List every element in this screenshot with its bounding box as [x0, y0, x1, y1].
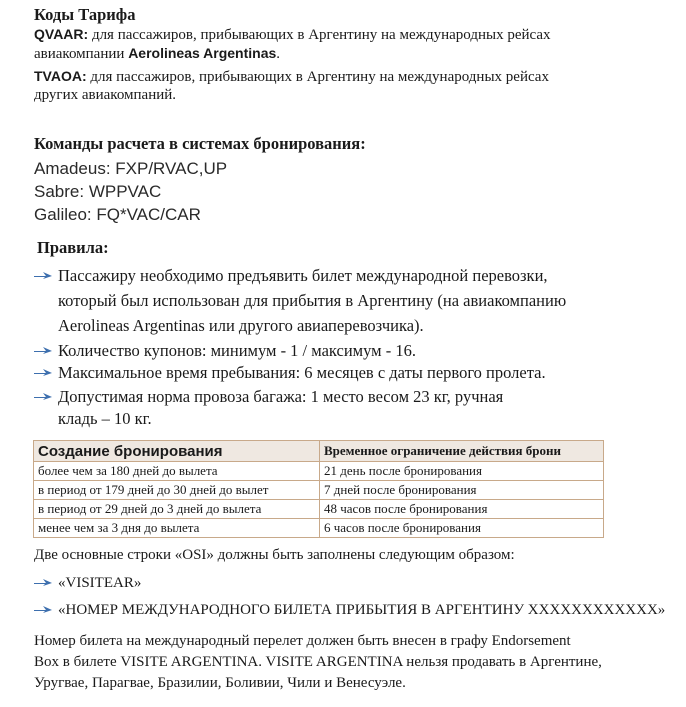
rule-item: Допустимая норма провоза багажа: 1 место весом 23 кг, ручная — [58, 387, 504, 406]
table-cell: 21 день после бронирования — [320, 462, 604, 481]
system-name: Amadeus: — [34, 159, 111, 178]
fare-tvaoa-line1 — [34, 67, 549, 86]
system-command: WPPVAC — [84, 182, 162, 201]
table-row — [34, 462, 604, 481]
fare-tvaoa-line2: других авиакомпаний. — [34, 87, 177, 103]
arrow-bullet-icon — [34, 577, 52, 587]
table-cell: 6 часов после бронирования — [320, 519, 604, 538]
system-sabre — [34, 182, 161, 202]
booking-commands-heading: Команды расчета в системах бронирования: — [34, 134, 366, 153]
table-cell: 7 дней после бронирования — [320, 481, 604, 500]
arrow-bullet-icon — [34, 345, 52, 355]
rule-item: Максимальное время пребывания: 6 месяцев с даты первого пролета. — [58, 363, 546, 382]
fare-qvaar-line1 — [34, 25, 551, 44]
system-command: FQ*VAC/CAR — [91, 205, 201, 224]
system-name: Sabre: — [34, 182, 85, 201]
table-row — [34, 519, 604, 538]
rule-text: Aerolineas Argentinas или другого авиаперевозчика). — [58, 316, 424, 335]
table-cell: 48 часов после бронирования — [320, 500, 604, 519]
airline-name: Aerolineas Argentinas — [128, 45, 277, 61]
osi-item: «НОМЕР МЕЖДУНАРОДНОГО БИЛЕТА ПРИБЫТИЯ В АРГЕНТИНУ XXXXXXXXXXXX» — [58, 602, 666, 618]
rule-text: который был использован для прибытия в Аргентину (на авиакомпанию — [58, 291, 567, 310]
table-header-cell: Временное ограничение действия брони — [320, 441, 604, 462]
system-galileo — [34, 205, 201, 225]
fare-code: TVAOA: — [34, 68, 87, 84]
system-amadeus — [34, 159, 227, 179]
fare-description: для пассажиров, прибывающих в Аргентину на международных рейсах — [88, 27, 551, 43]
fare-qvaar-line2 — [34, 44, 280, 63]
system-command: FXP/RVAC,UP — [110, 159, 228, 178]
rule-item-cont: кладь – 10 кг. — [58, 409, 152, 428]
page-title: Коды Тарифа — [34, 5, 136, 24]
arrow-bullet-icon — [34, 391, 52, 401]
table-header-row — [34, 441, 604, 462]
rule-text: Пассажиру необходимо предъявить билет международной перевозки, — [58, 266, 548, 285]
arrow-bullet-icon — [34, 270, 52, 280]
system-name: Galileo: — [34, 205, 92, 224]
fare-code: QVAAR: — [34, 26, 89, 42]
table-row — [34, 481, 604, 500]
footer-line: Номер билета на международный перелет должен быть внесен в графу Endorsement — [34, 633, 571, 649]
fare-description: . — [276, 46, 281, 62]
osi-intro: Две основные строки «OSI» должны быть заполнены следующим образом: — [34, 547, 515, 563]
footer-line: Box в билете VISITE ARGENTINA. VISITE ARGENTINA нельзя продавать в Аргентине, — [34, 654, 602, 670]
booking-time-limit-table — [33, 440, 604, 538]
table-cell: в период от 179 дней до 30 дней до вылет — [34, 481, 320, 500]
fare-description: авиакомпании — [34, 46, 129, 62]
table-row — [34, 500, 604, 519]
table-cell: менее чем за 3 дня до вылета — [34, 519, 320, 538]
osi-item: «VISITEAR» — [58, 575, 142, 591]
rules-heading: Правила: — [37, 238, 109, 257]
table-cell: в период от 29 дней до 3 дней до вылета — [34, 500, 320, 519]
rule-item-cont — [58, 288, 566, 313]
table-cell: более чем за 180 дней до вылета — [34, 462, 320, 481]
arrow-bullet-icon — [34, 367, 52, 377]
fare-description: для пассажиров, прибывающих в Аргентину на международных рейсах — [86, 69, 549, 85]
footer-line: Уругвае, Парагвае, Бразилии, Боливии, Чили и Венесуэле. — [34, 675, 406, 691]
rule-item-cont — [58, 313, 424, 338]
rule-item: Количество купонов: минимум - 1 / максимум - 16. — [58, 341, 416, 360]
arrow-bullet-icon — [34, 604, 52, 614]
table-header-cell: Создание бронирования — [34, 441, 320, 462]
rule-item — [58, 263, 548, 288]
